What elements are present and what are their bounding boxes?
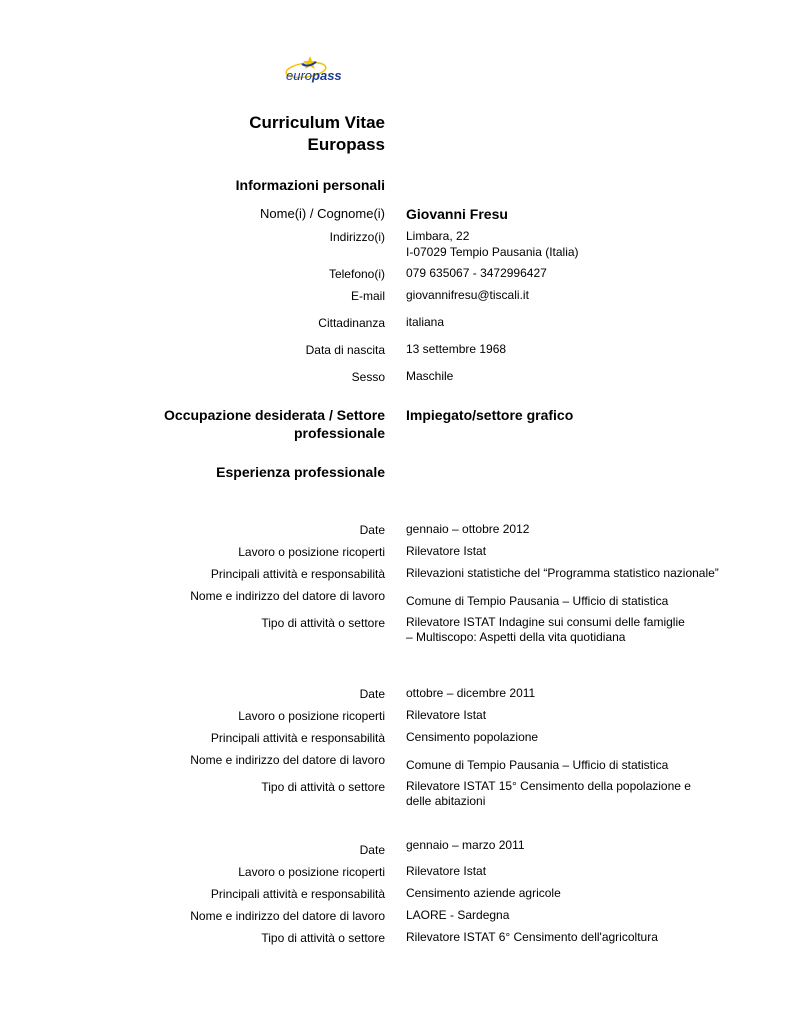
entry2-activities-label: Principali attività e responsabilità — [210, 731, 385, 745]
entry2-position-label: Lavoro o posizione ricoperti — [238, 709, 385, 723]
entry1-date: gennaio – ottobre 2012 — [406, 522, 530, 536]
occupation-label-line1: Occupazione desiderata / Settore — [164, 407, 385, 423]
phone-label: Telefono(i) — [328, 267, 385, 281]
entry1-position-label: Lavoro o posizione ricoperti — [238, 545, 385, 559]
entry2-sector: Rilevatore ISTAT 15° Censimento della popolazione e delle abitazioni — [406, 779, 691, 808]
logo-suffix: pass — [312, 68, 342, 83]
logo-prefix: euro — [286, 68, 313, 83]
cv-title-line2: Europass — [307, 135, 385, 154]
citizenship-value: italiana — [406, 315, 445, 329]
name-value: Giovanni Fresu — [406, 206, 508, 222]
entry1-activities-label: Principali attività e responsabilità — [210, 567, 385, 581]
occupation-value: Impiegato/settore grafico — [406, 407, 574, 423]
entry2-date-label: Date — [359, 687, 385, 701]
entry2-sector-label: Tipo di attività o settore — [261, 780, 385, 794]
email-value[interactable]: giovannifresu@tiscali.it — [406, 288, 529, 302]
europass-logo-text — [286, 68, 342, 83]
entry1-date-label: Date — [359, 523, 385, 537]
entry2-date: ottobre – dicembre 2011 — [406, 686, 536, 700]
birth-label: Data di nascita — [305, 343, 385, 357]
entry1-employer-label: Nome e indirizzo del datore di lavoro — [190, 589, 385, 603]
entry3-activities: Censimento aziende agricole — [406, 886, 561, 900]
entry1-employer: Comune di Tempio Pausania – Ufficio di statistica — [406, 594, 669, 608]
entry3-sector-label: Tipo di attività o settore — [261, 931, 385, 945]
entry3-sector: Rilevatore ISTAT 6° Censimento dell'agricoltura — [406, 930, 658, 944]
entry1-activities: Rilevazioni statistiche del “Programma statistico nazionale” — [406, 566, 719, 580]
phone-value: 079 635067 - 3472996427 — [406, 266, 547, 280]
address-line1: Limbara, 22 — [406, 229, 470, 243]
entry3-date-label: Date — [359, 843, 385, 857]
entry1-position: Rilevatore Istat — [406, 544, 487, 558]
address-label: Indirizzo(i) — [329, 230, 385, 244]
entry3-activities-label: Principali attività e responsabilità — [210, 887, 385, 901]
cv-title-line1: Curriculum Vitae — [249, 113, 385, 132]
name-label: Nome(i) / Cognome(i) — [260, 206, 385, 221]
entry3-employer-label: Nome e indirizzo del datore di lavoro — [190, 909, 385, 923]
europass-logo — [280, 54, 350, 88]
entry3-employer: LAORE - Sardegna — [406, 908, 510, 922]
entry2-position: Rilevatore Istat — [406, 708, 487, 722]
entry3-position-label: Lavoro o posizione ricoperti — [238, 865, 385, 879]
email-label: E-mail — [350, 289, 385, 303]
sex-value: Maschile — [406, 369, 454, 383]
address-line2: I-07029 Tempio Pausania (Italia) — [406, 245, 579, 259]
experience-heading: Esperienza professionale — [216, 464, 385, 480]
citizenship-label: Cittadinanza — [318, 316, 385, 330]
occupation-label-line2: professionale — [293, 425, 385, 441]
entry2-activities: Censimento popolazione — [406, 730, 539, 744]
personal-info-heading: Informazioni personali — [235, 177, 385, 193]
entry2-employer-label: Nome e indirizzo del datore di lavoro — [190, 753, 385, 767]
birth-value: 13 settembre 1968 — [406, 342, 507, 356]
entry3-position: Rilevatore Istat — [406, 864, 487, 878]
entry1-sector-label: Tipo di attività o settore — [261, 616, 385, 630]
entry2-employer: Comune di Tempio Pausania – Ufficio di statistica — [406, 758, 669, 772]
sex-label: Sesso — [351, 370, 385, 384]
entry3-date: gennaio – marzo 2011 — [406, 838, 525, 852]
entry1-sector: Rilevatore ISTAT Indagine sui consumi delle famiglie – Multiscopo: Aspetti della vita quotidiana — [406, 615, 685, 644]
